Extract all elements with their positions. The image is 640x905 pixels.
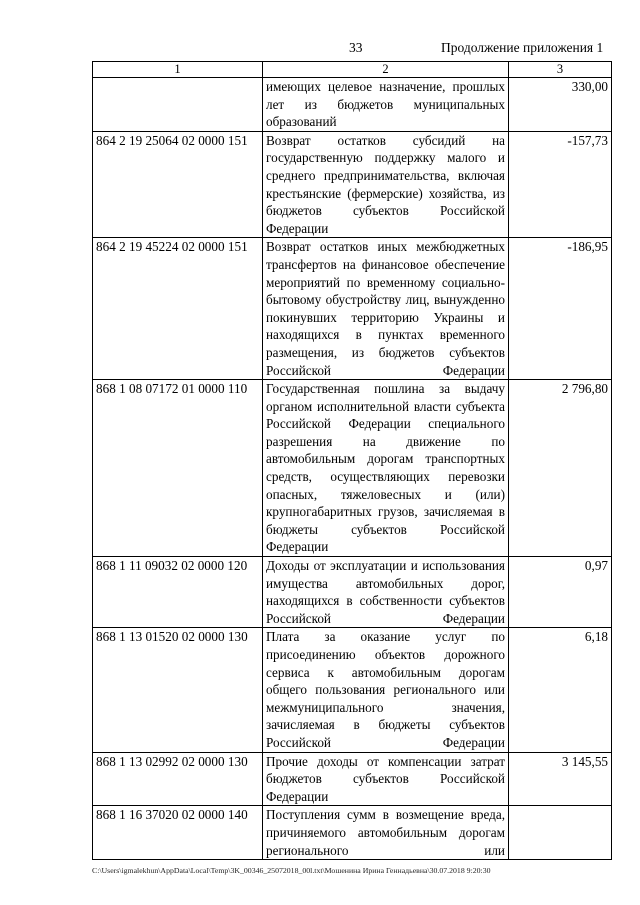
row-code — [93, 78, 263, 132]
row-amount — [509, 806, 612, 860]
row-amount: 330,00 — [509, 78, 612, 132]
row-description: Поступления сумм в возмещение вреда, причиняемого автомобильным дорогам регионального или — [263, 806, 509, 860]
row-description: Возврат остатков субсидий на государственную поддержку малого и среднего предпринимательства, включая крестьянские (фермерские) хозяйства, из бюджетов субъектов Российской Федерации — [263, 131, 509, 238]
row-amount: 0,97 — [509, 557, 612, 628]
row-description: Возврат остатков иных межбюджетных трансфертов на финансовое обеспечение мероприятий по временному социально-бытовому обустройству лиц, вынужденно покинувших территорию Украины и находящихся в пунктах временного размещения, из бюджетов субъектов Российской Федерации — [263, 238, 509, 380]
row-code: 864 2 19 45224 02 0000 151 — [93, 238, 263, 380]
table-header-row — [93, 62, 612, 78]
column-header: 2 — [263, 62, 509, 78]
row-code: 868 1 13 02992 02 0000 130 — [93, 752, 263, 806]
table-row — [93, 380, 612, 557]
row-amount: 6,18 — [509, 628, 612, 752]
row-code: 864 2 19 25064 02 0000 151 — [93, 131, 263, 238]
table-row — [93, 752, 612, 806]
row-description: Доходы от эксплуатации и использования имущества автомобильных дорог, находящихся в собственности субъектов Российской Федерации — [263, 557, 509, 628]
row-amount: 2 796,80 — [509, 380, 612, 557]
row-code: 868 1 16 37020 02 0000 140 — [93, 806, 263, 860]
row-amount: 3 145,55 — [509, 752, 612, 806]
row-description: Прочие доходы от компенсации затрат бюджетов субъектов Российской Федерации — [263, 752, 509, 806]
table-row — [93, 78, 612, 132]
row-code: 868 1 11 09032 02 0000 120 — [93, 557, 263, 628]
page-number: 33 — [349, 40, 363, 55]
revenue-table — [92, 61, 612, 860]
row-description: Государственная пошлина за выдачу органом исполнительной власти субъекта Российской Федерации специального разрешения на движение по автомобильным дорогам транспортных средств, осуществляющих перевозки опасных, тяжеловесных и (или) крупногабаритных грузов, зачисляемая в бюджеты субъектов Российской Федерации — [263, 380, 509, 557]
table-row — [93, 806, 612, 860]
column-header: 1 — [93, 62, 263, 78]
row-code: 868 1 08 07172 01 0000 110 — [93, 380, 263, 557]
table-row — [93, 557, 612, 628]
continuation-label: Продолжение приложения 1 — [441, 40, 604, 55]
row-description: имеющих целевое назначение, прошлых лет из бюджетов муниципальных образований — [263, 78, 509, 132]
row-amount: -157,73 — [509, 131, 612, 238]
file-path-footer: C:\Users\igmalekhun\AppData\Local\Temp\3K_00346_25072018_00l.txt\Мошенина Ирина Геннадьевна\30.07.2018 9:20:30 — [92, 866, 491, 875]
table-row — [93, 131, 612, 238]
row-amount: -186,95 — [509, 238, 612, 380]
row-description: Плата за оказание услуг по присоединению объектов дорожного сервиса к автомобильным дорогам общего пользования регионального или межмуниципального значения, зачисляемая в бюджеты субъектов Российской Федерации — [263, 628, 509, 752]
row-code: 868 1 13 01520 02 0000 130 — [93, 628, 263, 752]
table-row — [93, 238, 612, 380]
table-row — [93, 628, 612, 752]
column-header: 3 — [509, 62, 612, 78]
